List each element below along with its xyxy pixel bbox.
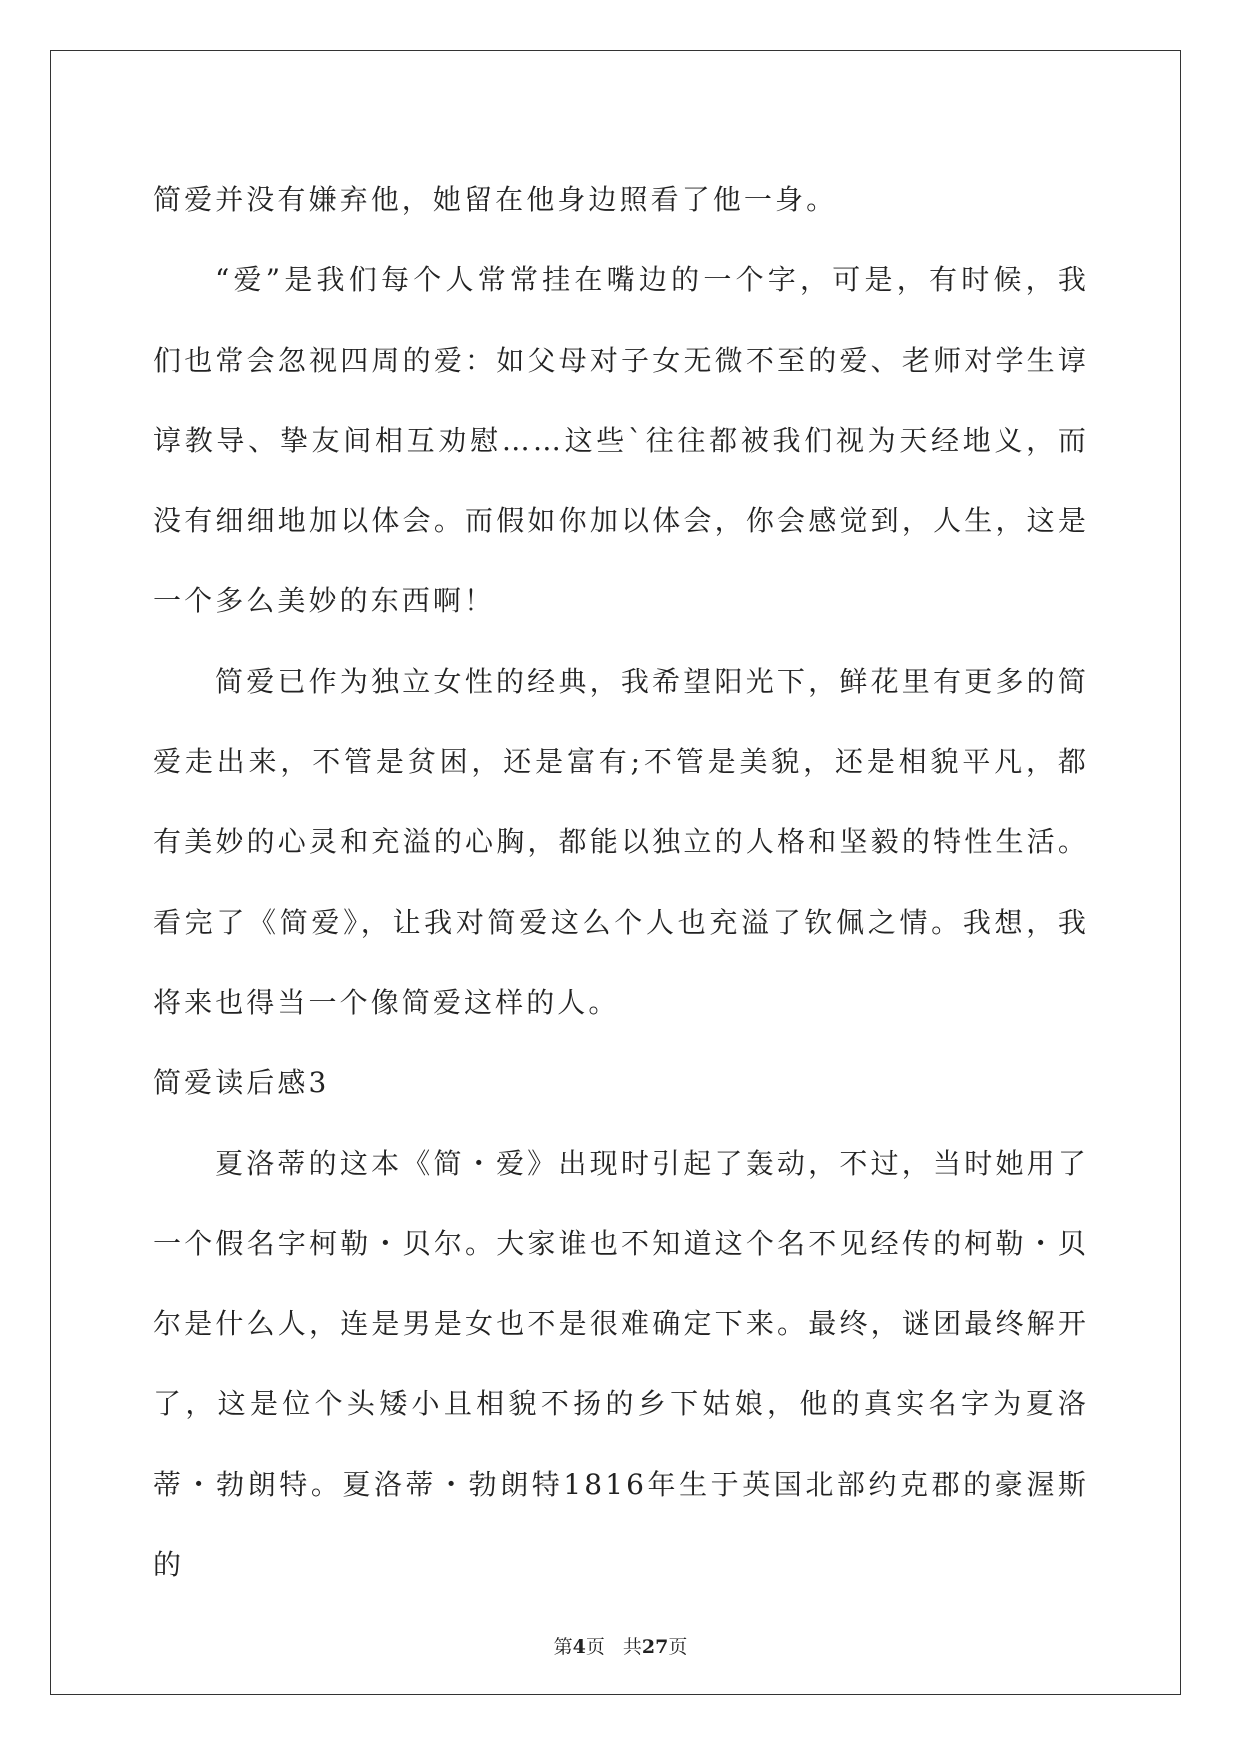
page-suffix: 页 (585, 1636, 605, 1658)
paragraph-1: 简爱并没有嫌弃他，她留在他身边照看了他一身。 (153, 183, 838, 216)
paragraph-4: 夏洛蒂的这本《简・爱》出现时引起了轰动，不过，当时她用了一个假名字柯勒・贝尔。大家谁也不知道这个名不见经传的柯勒・贝尔是什么人，连是男是女也不是很难确定下来。最终，谜团最终解开了，这是位个头矮小且相貌不扬的乡下姑娘，他的真实名字为夏洛蒂・勃朗特。夏洛蒂・勃朗特1816年生于英国北部约克郡的豪渥斯的 (153, 1146, 1089, 1582)
document-body (153, 160, 1089, 1605)
page-prefix: 第 (553, 1636, 573, 1658)
section-heading: 简爱读后感3 (153, 1066, 330, 1100)
paragraph-2: “爱”是我们每个人常常挂在嘴边的一个字，可是，有时候，我们也常会忽视四周的爱：如父母对子女无微不至的爱、老师对学生谆谆教导、挚友间相互劝慰……这些`往往都被我们视为天经地义，而没有细细地加以体会。而假如你加以体会，你会感觉到，人生，这是一个多么美妙的东西啊！ (153, 263, 1089, 618)
total-suffix: 页 (668, 1636, 688, 1658)
page-footer (0, 1632, 1241, 1659)
total-pages: 27 (641, 1636, 669, 1658)
paragraph-3: 简爱已作为独立女性的经典，我希望阳光下，鲜花里有更多的简爱走出来，不管是贫困，还是富有;不管是美貌，还是相貌平凡，都有美妙的心灵和充溢的心胸，都能以独立的人格和坚毅的特性生活。看完了《简爱》，让我对简爱这么个人也充溢了钦佩之情。我想，我将来也得当一个像简爱这样的人。 (153, 664, 1089, 1019)
page-number: 4 (572, 1636, 586, 1658)
total-prefix: 共 (622, 1636, 642, 1658)
